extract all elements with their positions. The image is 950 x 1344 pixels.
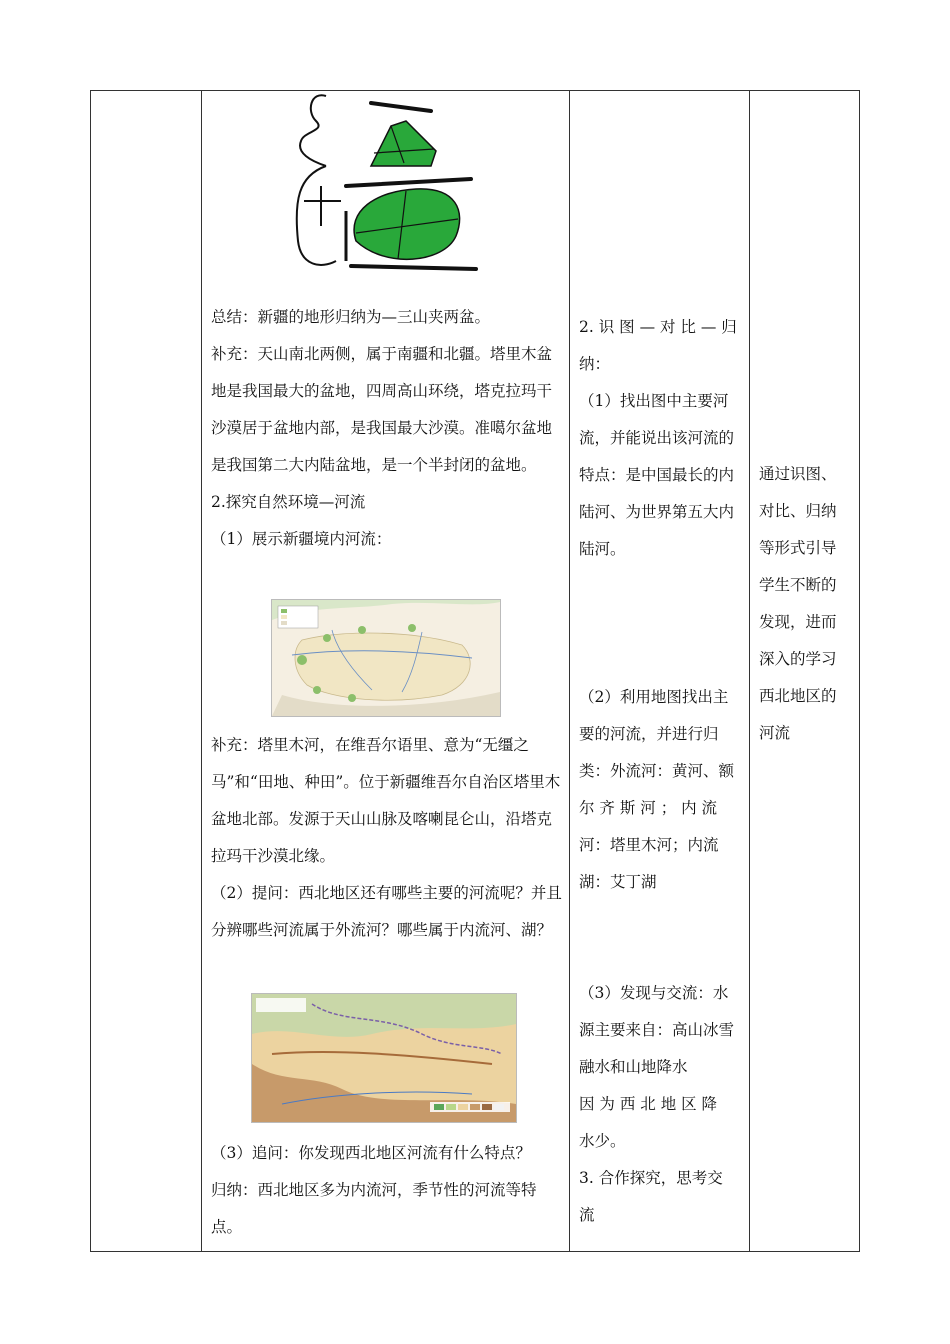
step2-heading: 2. 识 图 — 对 比 — 归纳： — [579, 318, 737, 373]
col4-design-intent — [759, 456, 851, 752]
answer-3b-text: 因 为 西 北 地 区 降 水少。 — [579, 1095, 718, 1150]
basin-small — [371, 121, 436, 166]
lesson-table — [90, 90, 860, 1252]
column-divider — [201, 91, 202, 1251]
summary-text: 总结：新疆的地形归纳为—三山夹两盆。 — [211, 308, 491, 326]
col3-answer2 — [579, 679, 737, 901]
supplement-text-2: 补充：塔里木河，在维吾尔语里、意为“无缰之马”和“田地、种田”。位于新疆维吾尔自治区塔里木盆地北部。发源于天山山脉及喀喇昆仑山，沿塔克拉玛干沙漠北缘。 — [211, 736, 561, 865]
col2-block3 — [211, 1135, 563, 1246]
answer-3-text: （3）发现与交流：水源主要来自：高山冰雪融水和山地降水 — [579, 984, 735, 1076]
design-intent-text: 通过识图、对比、归纳等形式引导学生不断的发现，进而深入的学习西北地区的河流 — [759, 465, 837, 742]
col2-block2 — [211, 727, 563, 949]
xinjiang-rivers-map — [271, 599, 501, 717]
section-heading-rivers: 2.探究自然环境—河流 — [211, 493, 366, 511]
item-1-text: （1）展示新疆境内河流： — [211, 530, 392, 548]
item-3-text: （3）追问：你发现西北地区河流有什么特点？ — [211, 1144, 531, 1162]
northwest-rivers-map — [251, 993, 517, 1123]
terrain-sketch — [286, 91, 486, 281]
step3-heading: 3. 合作探究，思考交流 — [579, 1169, 723, 1224]
answer-2-text: （2）利用地图找出主要的河流，并进行归类：外流河：黄河、额 尔 齐 斯 河 ； 内 流河：塔里木河；内流湖：艾丁湖 — [579, 688, 735, 891]
col3-step2 — [579, 309, 737, 568]
col3-answer3 — [579, 975, 737, 1234]
col2-block1 — [211, 299, 563, 558]
supplement-text-1: 补充：天山南北两侧，属于南疆和北疆。塔里木盆地是我国最大的盆地，四周高山环绕，塔克拉玛干沙漠居于盆地内部，是我国最大沙漠。准噶尔盆地是我国第二大内陆盆地，是一个半封闭的盆地。 — [211, 345, 553, 474]
conclusion-text: 归纳：西北地区多为内流河，季节性的河流等特点。 — [211, 1181, 537, 1236]
column-divider — [569, 91, 570, 1251]
basin-large — [354, 189, 460, 259]
item-2-text: （2）提问：西北地区还有哪些主要的河流呢？并且分辨哪些河流属于外流河？哪些属于内流河、湖？ — [211, 884, 562, 939]
column-divider — [749, 91, 750, 1251]
answer-1-text: （1）找出图中主要河流，并能说出该河流的特点：是中国最长的内陆河、为世界第五大内陆河。 — [579, 392, 735, 558]
